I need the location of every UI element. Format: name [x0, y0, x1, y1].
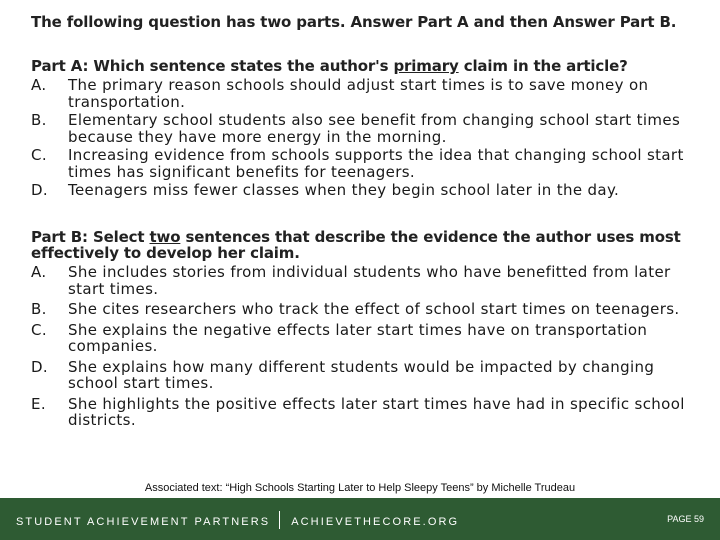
option-letter: C.: [31, 146, 47, 164]
part-b-option-d[interactable]: [31, 359, 701, 392]
brand-website-link[interactable]: ACHIEVETHECORE.ORG: [291, 515, 460, 528]
part-a-heading-start: Part A: Which sentence states the author's: [31, 57, 394, 75]
part-a-heading-emphasis: primary: [393, 57, 459, 75]
option-letter: A.: [31, 263, 47, 281]
option-letter: A.: [31, 76, 47, 94]
part-b-options: [31, 264, 701, 429]
option-text: She cites researchers who track the effect of school start times on teenagers.: [68, 300, 680, 318]
part-a-option-b[interactable]: [31, 112, 701, 145]
part-a-heading: [31, 58, 711, 74]
option-letter: D.: [31, 181, 49, 199]
part-b-option-e[interactable]: [31, 396, 701, 429]
part-a-option-a[interactable]: [31, 77, 701, 110]
part-b-heading-emphasis: two: [149, 228, 181, 246]
part-b-heading-start: Part B: Select: [31, 228, 150, 246]
part-b-heading: [31, 229, 711, 261]
footer-brand: [16, 513, 459, 531]
option-text: Elementary school students also see benefit from changing school start times because they have more energy in the morning.: [68, 111, 681, 146]
associated-text-citation: Associated text: “High Schools Starting Later to Help Sleepy Teens” by Michelle Trudeau: [144, 482, 576, 494]
part-a-heading-end: claim in the article?: [458, 57, 628, 75]
option-text: Increasing evidence from schools supports the idea that changing school start times has significant benefits for teenagers.: [68, 146, 684, 181]
question-intro: The following question has two parts. Answer Part A and then Answer Part B.: [31, 13, 677, 31]
footer-bar: [0, 498, 720, 540]
option-letter: B.: [31, 111, 47, 129]
option-letter: B.: [31, 300, 47, 318]
option-letter: C.: [31, 320, 47, 339]
option-text: She includes stories from individual students who have benefitted from later start times.: [68, 263, 671, 298]
part-b-option-c[interactable]: [31, 322, 701, 355]
part-b-option-b[interactable]: [31, 301, 701, 318]
page-number: PAGE 59: [667, 514, 704, 524]
part-a-option-d[interactable]: [31, 182, 701, 199]
part-a-option-c[interactable]: [31, 147, 701, 180]
option-letter: D.: [31, 357, 49, 376]
option-text: She explains the negative effects later start times have on transportation companies.: [68, 320, 648, 355]
brand-divider: [279, 511, 280, 529]
option-text: Teenagers miss fewer classes when they begin school later in the day.: [68, 181, 620, 199]
option-text: She explains how many different students would be impacted by changing school start times.: [68, 357, 655, 392]
option-letter: E.: [31, 394, 46, 413]
option-text: The primary reason schools should adjust start times is to save money on transportation.: [68, 76, 649, 111]
option-text: She highlights the positive effects later start times have had in specific school districts.: [68, 394, 685, 429]
brand-name: STUDENT ACHIEVEMENT PARTNERS: [16, 515, 271, 528]
part-b-heading-end: sentences that describe the evidence the author uses most effectively to develop her claim.: [31, 228, 681, 262]
part-b-option-a[interactable]: [31, 264, 701, 297]
part-a-options: [31, 77, 701, 199]
